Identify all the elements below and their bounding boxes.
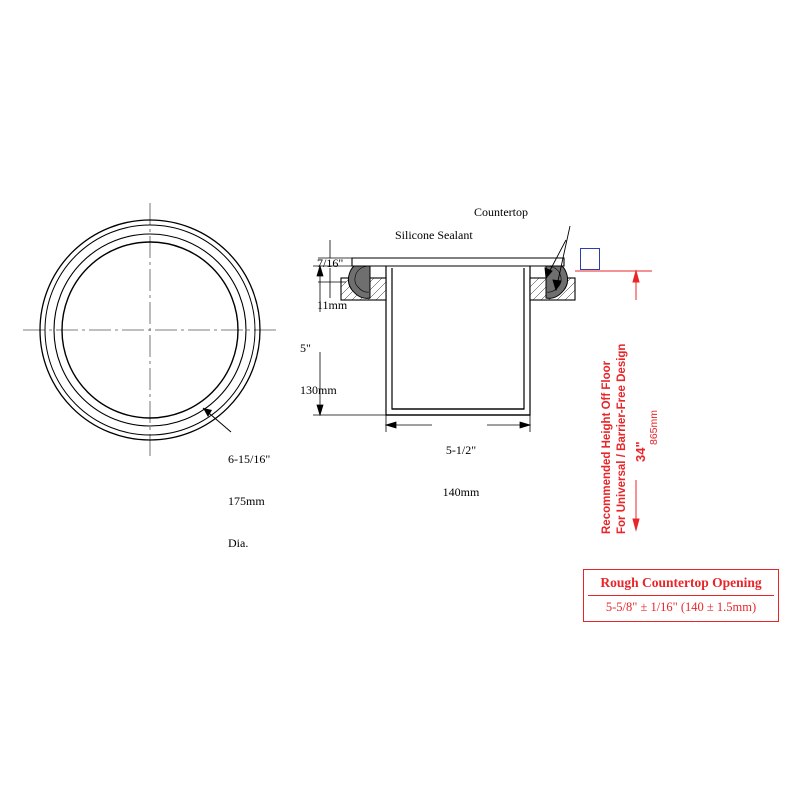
rough-opening-note: [583, 569, 779, 622]
plan-diameter-label: [228, 424, 308, 564]
recommended-height-line2: For Universal / Barrier-Free Design: [616, 343, 628, 534]
bowl-width-metric: 140mm: [442, 485, 480, 499]
section-view-group: [341, 258, 575, 415]
recommended-height-line1: Recommended Height Off Floor: [601, 360, 613, 534]
flange-thickness-imperial: 7/16": [317, 256, 344, 270]
rough-opening-dimension: 5-5/8" ± 1/16" (140 ± 1.5mm): [605, 600, 757, 614]
bowl-width-imperial: 5-1/2": [445, 443, 477, 457]
floor-height-metric: 865mm: [648, 409, 660, 445]
flange-thickness-metric: 11mm: [317, 298, 348, 312]
accessibility-icon-frame: [580, 248, 600, 270]
bowl-height-label: [300, 313, 342, 411]
plan-diameter-imperial: 6-15/16": [228, 452, 271, 466]
plan-centerlines: [23, 203, 277, 457]
silicone-sealant-label: Silicone Sealant: [395, 228, 473, 242]
plan-view-group: [23, 203, 277, 457]
bowl-width-label: [428, 415, 494, 513]
bowl-height-imperial: 5": [300, 341, 311, 355]
flange-thickness-label: [317, 228, 359, 326]
plan-diameter-dia: Dia.: [228, 536, 249, 550]
floor-height-imperial: 34": [633, 441, 648, 462]
diameter-leader: [203, 408, 231, 432]
bowl-height-metric: 130mm: [300, 383, 337, 397]
plan-diameter-metric: 175mm: [228, 494, 265, 508]
vessel-body: [386, 263, 530, 415]
rough-opening-heading: Rough Countertop Opening: [588, 575, 774, 596]
countertop-label: Countertop: [474, 205, 528, 219]
vessel-flange: [352, 258, 564, 266]
